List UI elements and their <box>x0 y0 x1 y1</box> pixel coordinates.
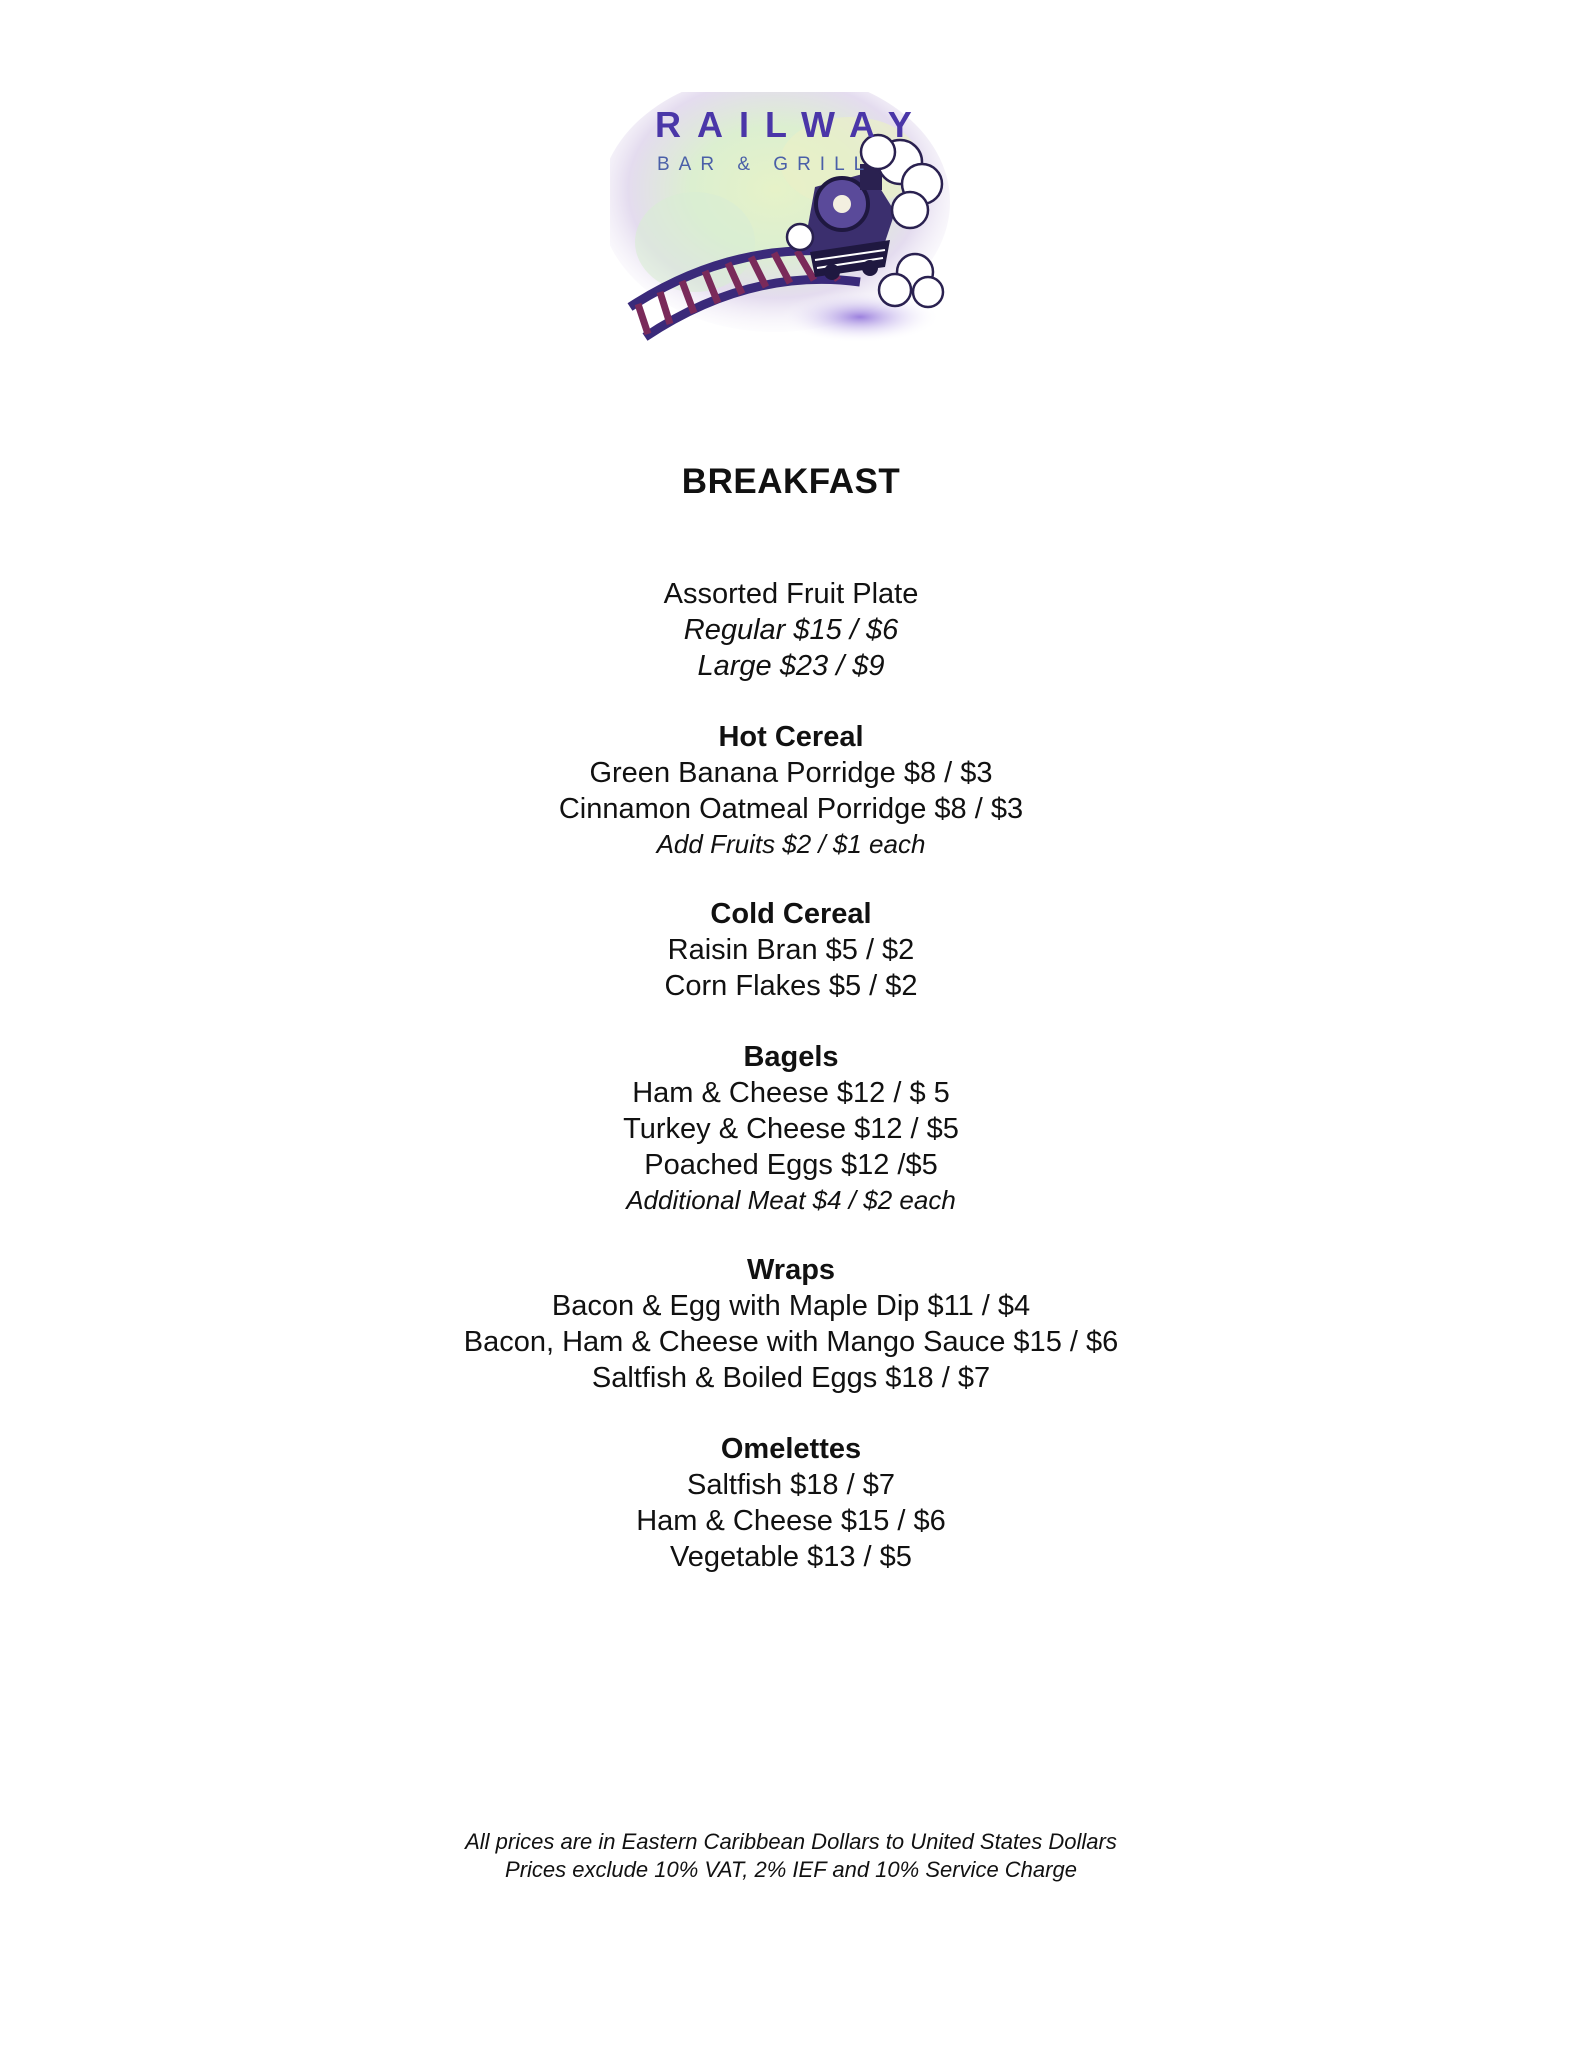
menu-item: Bacon, Ham & Cheese with Mango Sauce $15 / $6 <box>463 1326 1119 1358</box>
menu-item: Cinnamon Oatmeal Porridge $8 / $3 <box>558 793 1024 825</box>
section-heading: Bagels <box>743 1041 839 1073</box>
menu-item-price-option: Large $23 / $9 <box>697 650 885 682</box>
menu-note: Additional Meat $4 / $2 each <box>626 1185 956 1215</box>
price-footnote <box>0 1828 1582 1884</box>
logo-text-block <box>610 92 950 346</box>
section-cold-cereal <box>0 896 1582 1004</box>
railway-logo <box>610 92 950 346</box>
section-fruit <box>0 576 1582 684</box>
menu-item: Bacon & Egg with Maple Dip $11 / $4 <box>551 1290 1031 1322</box>
menu-item: Green Banana Porridge $8 / $3 <box>589 757 993 789</box>
menu-item: Poached Eggs $12 /$5 <box>644 1149 938 1181</box>
section-hot-cereal <box>0 719 1582 861</box>
menu-item: Saltfish & Boiled Eggs $18 / $7 <box>591 1362 991 1394</box>
menu-note: Add Fruits $2 / $1 each <box>656 829 926 859</box>
logo-title: RAILWAY <box>655 104 928 145</box>
menu-item: Corn Flakes $5 / $2 <box>664 970 918 1002</box>
section-heading: Wraps <box>746 1254 836 1286</box>
section-heading: Cold Cereal <box>710 898 872 930</box>
menu-sections <box>0 576 1582 1610</box>
menu-item: Assorted Fruit Plate <box>663 578 919 610</box>
menu-item: Ham & Cheese $12 / $ 5 <box>632 1077 950 1109</box>
menu-item-price-option: Regular $15 / $6 <box>683 614 899 646</box>
section-bagels <box>0 1039 1582 1217</box>
logo-subtitle: BAR & GRILL <box>657 154 874 175</box>
section-omelettes <box>0 1431 1582 1575</box>
section-heading: Omelettes <box>720 1433 862 1465</box>
section-wraps <box>0 1252 1582 1396</box>
menu-item: Turkey & Cheese $12 / $5 <box>623 1113 959 1145</box>
menu-item: Ham & Cheese $15 / $6 <box>636 1505 946 1537</box>
menu-item: Raisin Bran $5 / $2 <box>667 934 915 966</box>
menu-title: BREAKFAST <box>681 462 901 501</box>
footnote-currency: All prices are in Eastern Caribbean Dollars to United States Dollars <box>465 1829 1117 1854</box>
footnote-taxes: Prices exclude 10% VAT, 2% IEF and 10% Service Charge <box>505 1857 1077 1882</box>
menu-item: Saltfish $18 / $7 <box>687 1469 895 1501</box>
section-heading: Hot Cereal <box>718 721 864 753</box>
menu-item: Vegetable $13 / $5 <box>670 1541 912 1573</box>
